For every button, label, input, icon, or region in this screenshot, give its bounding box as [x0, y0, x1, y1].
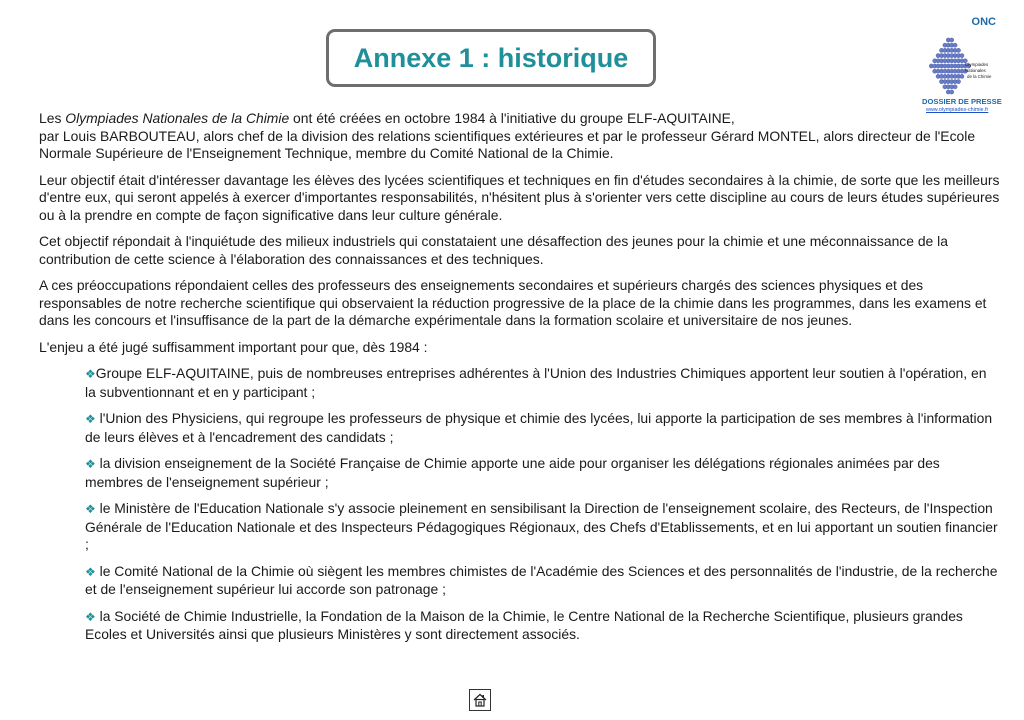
diamond-bullet-icon: ❖	[85, 412, 96, 426]
logo-sphere	[950, 90, 954, 94]
logo-sphere	[960, 74, 964, 78]
list-item	[85, 563, 1001, 599]
intro-line2: par Louis BARBOUTEAU, alors chef de la division des relations scientifiques extérieures et par le professeur Gérard MONTEL, alors directeur de l'Ecole Normale Supérieure de l'Enseignement Technique, membre du Comité National de la Chimie.	[39, 127, 976, 161]
list-item-text: l'Union des Physiciens, qui regroupe les professeurs de physique et chimie des lycées, lui apporte la participation de ses membres à l'information de leurs élèves et à l'encadrement des candidats ;	[85, 410, 993, 445]
list-item	[85, 500, 1001, 554]
logo-sphere	[960, 54, 964, 58]
list-item-text: Groupe ELF-AQUITAINE, puis de nombreuses entreprises adhérentes à l'Union des Industries Chimiques apportent leur soutien à l'opération, en la subventionnant et en y participant ;	[85, 365, 987, 400]
home-button[interactable]	[469, 689, 491, 711]
logo-sphere	[953, 43, 957, 47]
logo-sphere	[953, 85, 957, 89]
logo-line3: de la Chimie	[967, 74, 992, 79]
logo-sphere	[950, 38, 954, 42]
diamond-bullet-icon: ❖	[85, 502, 96, 516]
list-item	[85, 410, 1001, 446]
list-item-text: la division enseignement de la Société Française de Chimie apporte une aide pour organiser les délégations régionales animées par des membres de l'enseignement supérieur ;	[85, 455, 940, 490]
logo-sphere	[956, 48, 960, 52]
diamond-bullet-icon: ❖	[85, 457, 96, 471]
paragraph-concern: Cet objectif répondait à l'inquiétude des milieux industriels qui constataient une désaffection des jeunes pour la chimie et une méconnaissance de la contribution de cette science à l'élaboration des connaissances et des techniques.	[39, 233, 948, 267]
intro-rest: ont été créées en octobre 1984 à l'initiative du groupe ELF-AQUITAINE,	[289, 110, 735, 126]
diamond-bullet-icon: ❖	[85, 367, 96, 381]
list-item-text: le Ministère de l'Education Nationale s'y associe pleinement en sensibilisant la Direction de l'enseignement scolaire, des Recteurs, de l'Inspection Générale de l'Education Nationale et des Inspecteurs Pédagogiques Régionaux, des Chefs d'Etablissements, et en lui apportant un soutien financier ;	[85, 500, 998, 552]
main-content	[39, 110, 1001, 653]
list-item	[85, 455, 1001, 491]
title-box	[326, 29, 656, 87]
home-icon	[472, 692, 488, 708]
paragraph-objective: Leur objectif était d'intéresser davantage les élèves des lycées scientifiques et techniques en fin d'études secondaires à la chimie, de sorte que les meilleurs d'entre eux, qui seront appelés à exercer d'importantes responsabilités, n'hésitent plus à s'orienter vers cette discipline au cours de leurs études supérieures ou à la prendre en compte de façon significative dans leur culture générale.	[39, 171, 1000, 223]
partners-list	[39, 365, 1001, 644]
paragraph-professors: A ces préoccupations répondaient celles des professeurs des enseignements secondaires et supérieurs chargés des sciences physiques et des responsables de notre recherche scientifique qui observaient la réduction progressive de la place de la chimie dans les programmes, dans les examens et dans les concours et l'insuffisance de la part de la démarche expérimentale dans la formation scolaire et universitaire de nos jeunes.	[39, 277, 987, 328]
intro-italic: Olympiades Nationales de la Chimie	[65, 110, 290, 126]
logo-sphere	[956, 80, 960, 84]
onc-logo	[918, 16, 1018, 116]
paragraph-intro	[39, 110, 1001, 163]
intro-start: Les	[39, 110, 66, 126]
logo-acronym: ONC	[971, 16, 996, 28]
list-item-text: le Comité National de la Chimie où siègent les membres chimistes de l'Académie des Sciences et des personnalités de l'industrie, de la recherche et de l'enseignement supérieur lui accorde son patronage ;	[85, 562, 998, 597]
page-title: Annexe 1 : historique	[353, 42, 629, 73]
list-item	[85, 608, 1001, 644]
logo-line1: Olympiades	[965, 62, 989, 67]
molecule-grid-icon	[924, 32, 994, 98]
logo-line2: Nationales	[965, 68, 986, 73]
list-item-text: la Société de Chimie Industrielle, la Fondation de la Maison de la Chimie, le Centre National de la Recherche Scientifique, plusieurs grandes Ecoles et Universités ainsi que plusieurs Ministères y sont directement associés.	[85, 607, 963, 642]
diamond-bullet-icon: ❖	[85, 564, 96, 579]
diamond-bullet-icon: ❖	[85, 609, 96, 624]
list-item	[85, 365, 1001, 401]
press-label: DOSSIER DE PRESSE	[922, 97, 1002, 106]
website-link[interactable]: www.olympiades-chimie.fr	[926, 107, 989, 113]
paragraph-stakes: L'enjeu a été jugé suffisamment important pour que, dès 1984 :	[39, 338, 428, 355]
